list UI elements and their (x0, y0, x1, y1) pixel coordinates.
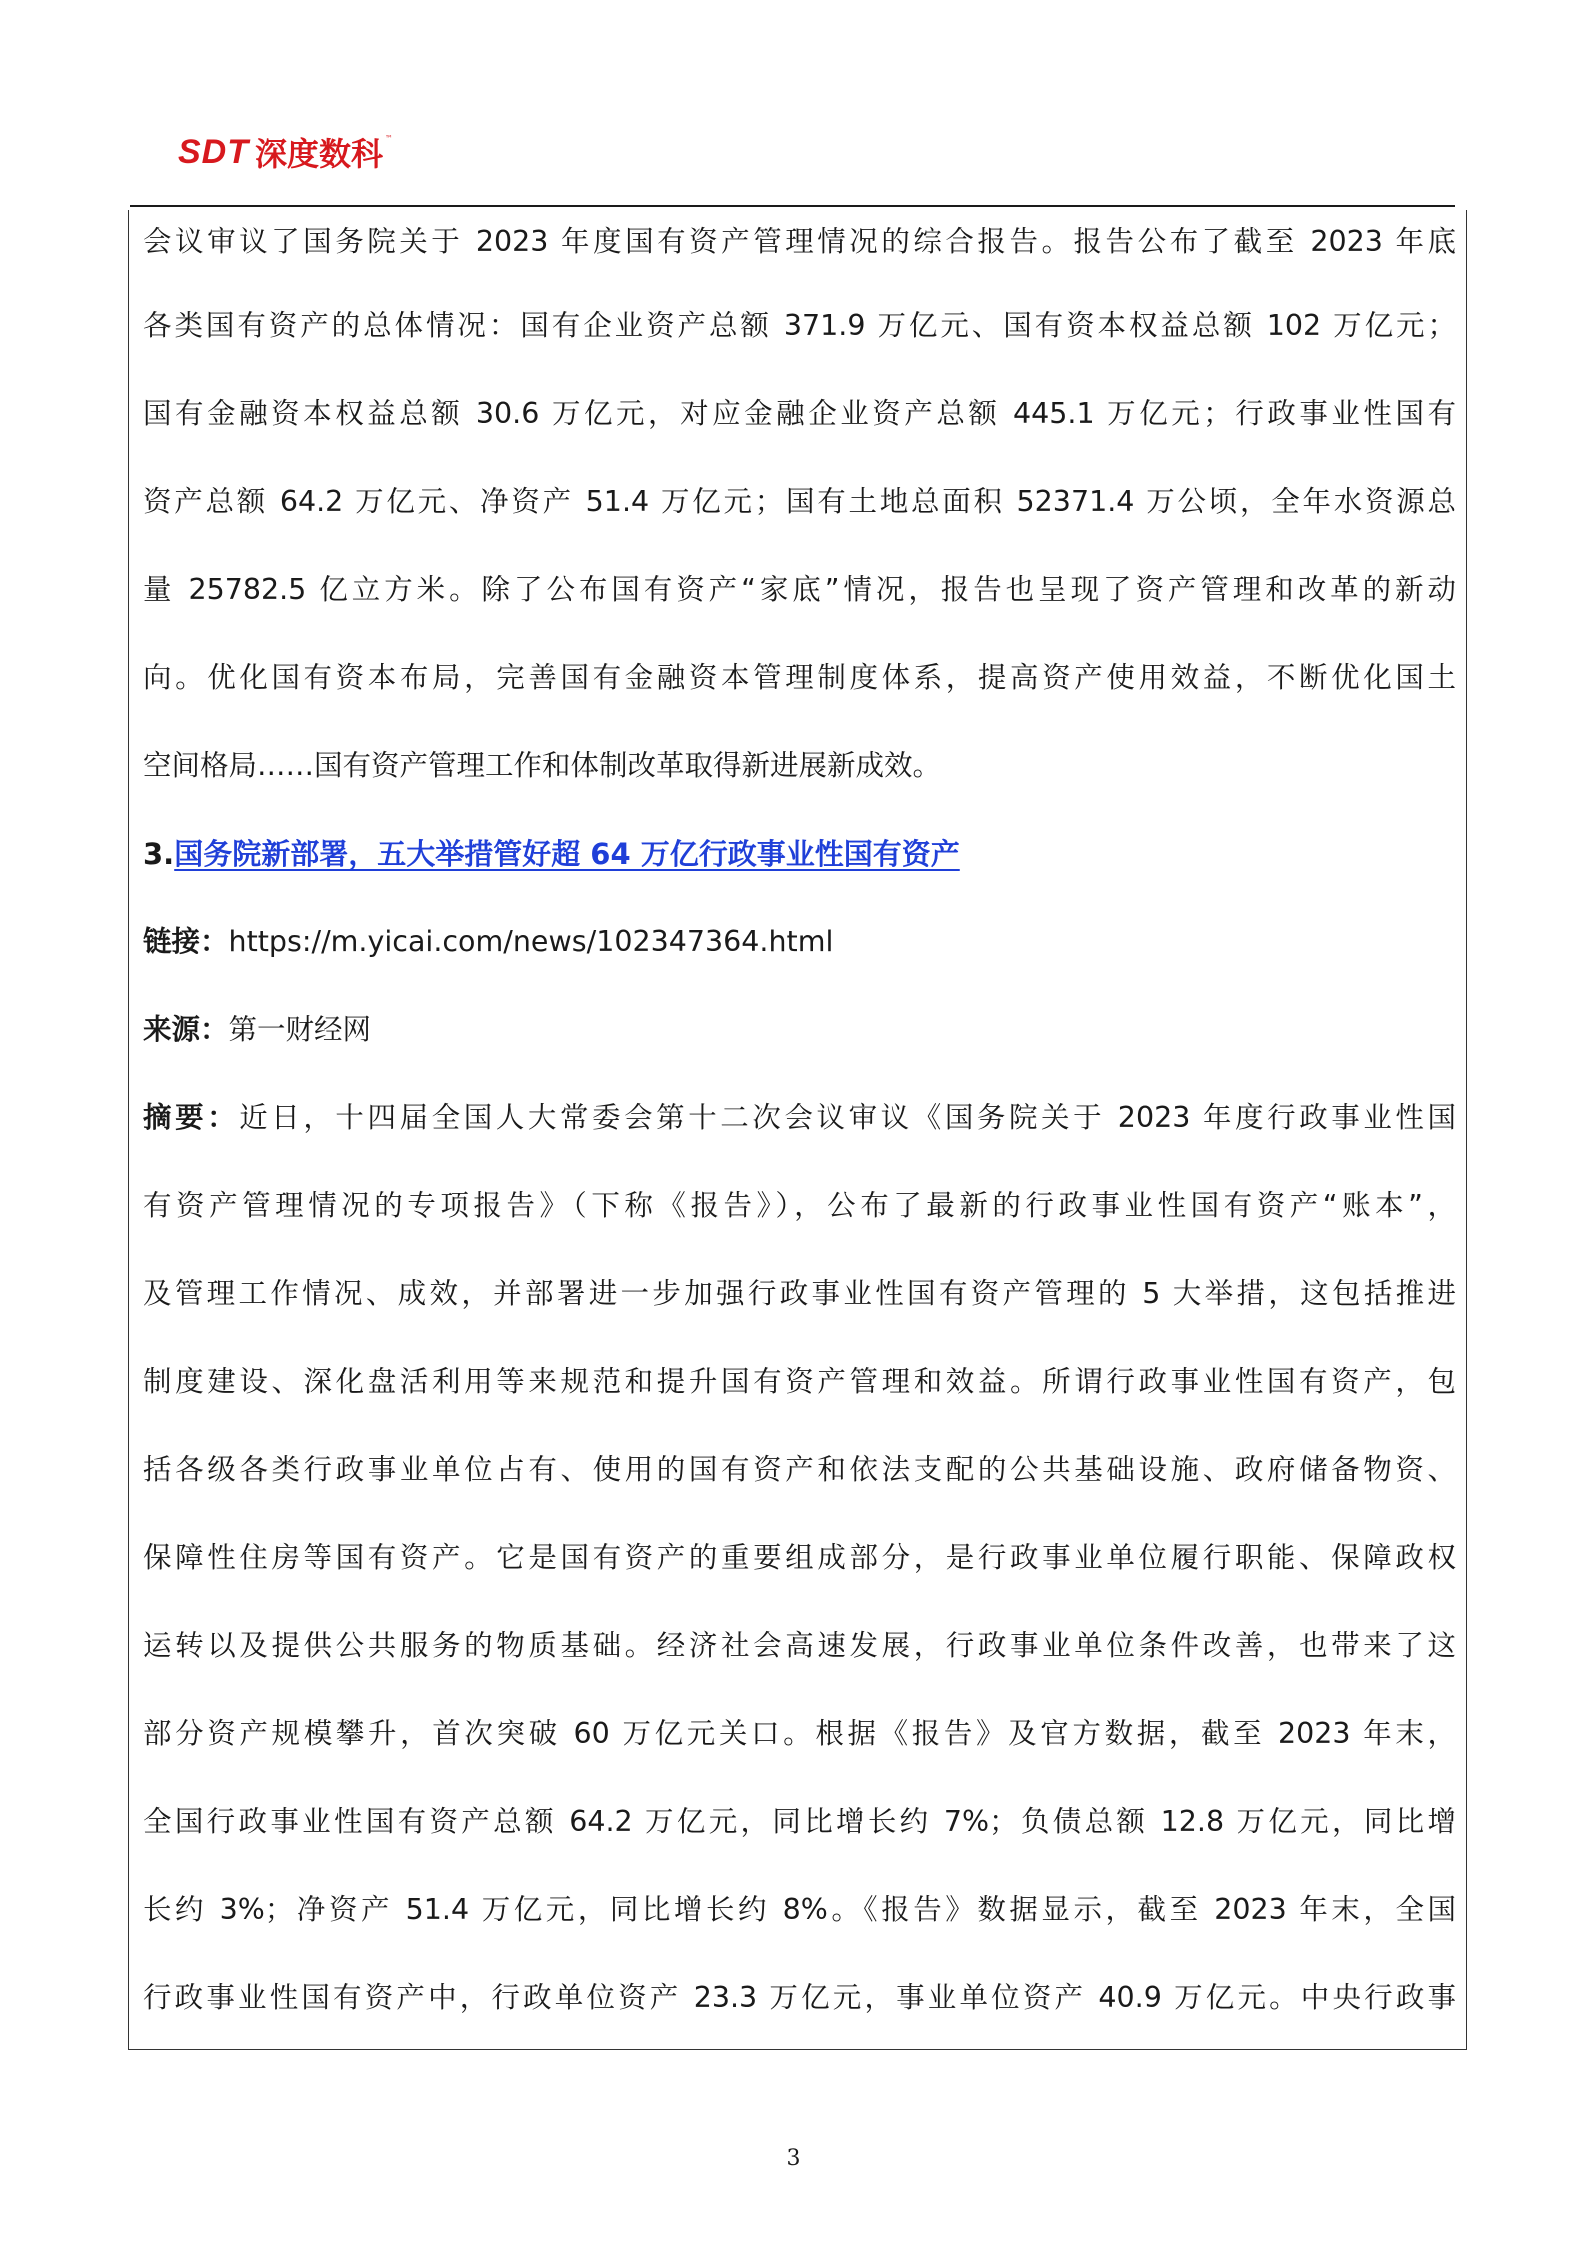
intro-line: 各类国有资产的总体情况：国有企业资产总额 371.9 万亿元、国有资本权益总额 102 万亿元； (143, 309, 1456, 342)
summary-first-line (143, 1098, 1456, 1138)
summary-line: 制度建设、深化盘活利用等来规范和提升国有资产管理和效益。所谓行政事业性国有资产，包 (143, 1365, 1456, 1398)
link-url[interactable]: https://m.yicai.com/news/102347364.html (228, 925, 834, 958)
summary-line: 长约 3%；净资产 51.4 万亿元，同比增长约 8%。《报告》数据显示，截至 2023 年末，全国 (143, 1893, 1456, 1926)
intro-line: 空间格局……国有资产管理工作和体制改革取得新进展新成效。 (143, 749, 942, 782)
summary-line: 括各级各类行政事业单位占有、使用的国有资产和依法支配的公共基础设施、政府储备物资、 (143, 1453, 1456, 1486)
header-divider (130, 205, 1455, 207)
summary-label: 摘要： (143, 1101, 240, 1134)
article-heading (143, 834, 1456, 874)
link-row (143, 922, 1456, 962)
summary-line: 行政事业性国有资产中，行政单位资产 23.3 万亿元，事业单位资产 40.9 万亿元。中央行政事 (143, 1981, 1456, 2014)
link-label: 链接： (143, 925, 229, 958)
source-value: 第一财经网 (228, 1013, 372, 1046)
article-number: 3. (143, 837, 175, 871)
sdt-logo (178, 132, 393, 172)
logo-chinese-text: 深度数科 (255, 135, 384, 173)
summary-text: 近日，十四届全国人大常委会第十二次会议审议《国务院关于 2023 年度行政事业性国 (239, 1101, 1456, 1134)
summary-line: 及管理工作情况、成效，并部署进一步加强行政事业性国有资产管理的 5 大举措，这包括推进 (143, 1277, 1456, 1310)
summary-line: 全国行政事业性国有资产总额 64.2 万亿元，同比增长约 7%；负债总额 12.8 万亿元，同比增 (143, 1805, 1456, 1838)
intro-line: 会议审议了国务院关于 2023 年度国有资产管理情况的综合报告。报告公布了截至 2023 年底 (143, 225, 1456, 258)
article-title-link[interactable]: 国务院新部署，五大举措管好超 64 万亿行政事业性国有资产 (174, 837, 960, 871)
intro-line: 量 25782.5 亿立方米。除了公布国有资产“家底”情况，报告也呈现了资产管理和改革的新动 (143, 573, 1456, 606)
summary-line: 有资产管理情况的专项报告》（下称《报告》），公布了最新的行政事业性国有资产“账本”， (143, 1189, 1456, 1222)
trademark-mark: ™ (385, 134, 394, 143)
summary-line: 运转以及提供公共服务的物质基础。经济社会高速发展，行政事业单位条件改善，也带来了这 (143, 1629, 1456, 1662)
summary-line: 部分资产规模攀升，首次突破 60 万亿元关口。根据《报告》及官方数据，截至 2023 年末， (143, 1717, 1456, 1750)
intro-line: 国有金融资本权益总额 30.6 万亿元，对应金融企业资产总额 445.1 万亿元；行政事业性国有 (143, 397, 1456, 430)
logo-latin-text: SDT (178, 132, 249, 171)
source-label: 来源： (143, 1013, 229, 1046)
source-row (143, 1010, 1456, 1050)
page-number: 3 (786, 2146, 801, 2171)
intro-line: 资产总额 64.2 万亿元、净资产 51.4 万亿元；国有土地总面积 52371.4 万公顷，全年水资源总 (143, 485, 1456, 518)
intro-line: 向。优化国有资本布局，完善国有金融资本管理制度体系，提高资产使用效益，不断优化国土 (143, 661, 1456, 694)
summary-line: 保障性住房等国有资产。它是国有资产的重要组成部分，是行政事业单位履行职能、保障政权 (143, 1541, 1456, 1574)
